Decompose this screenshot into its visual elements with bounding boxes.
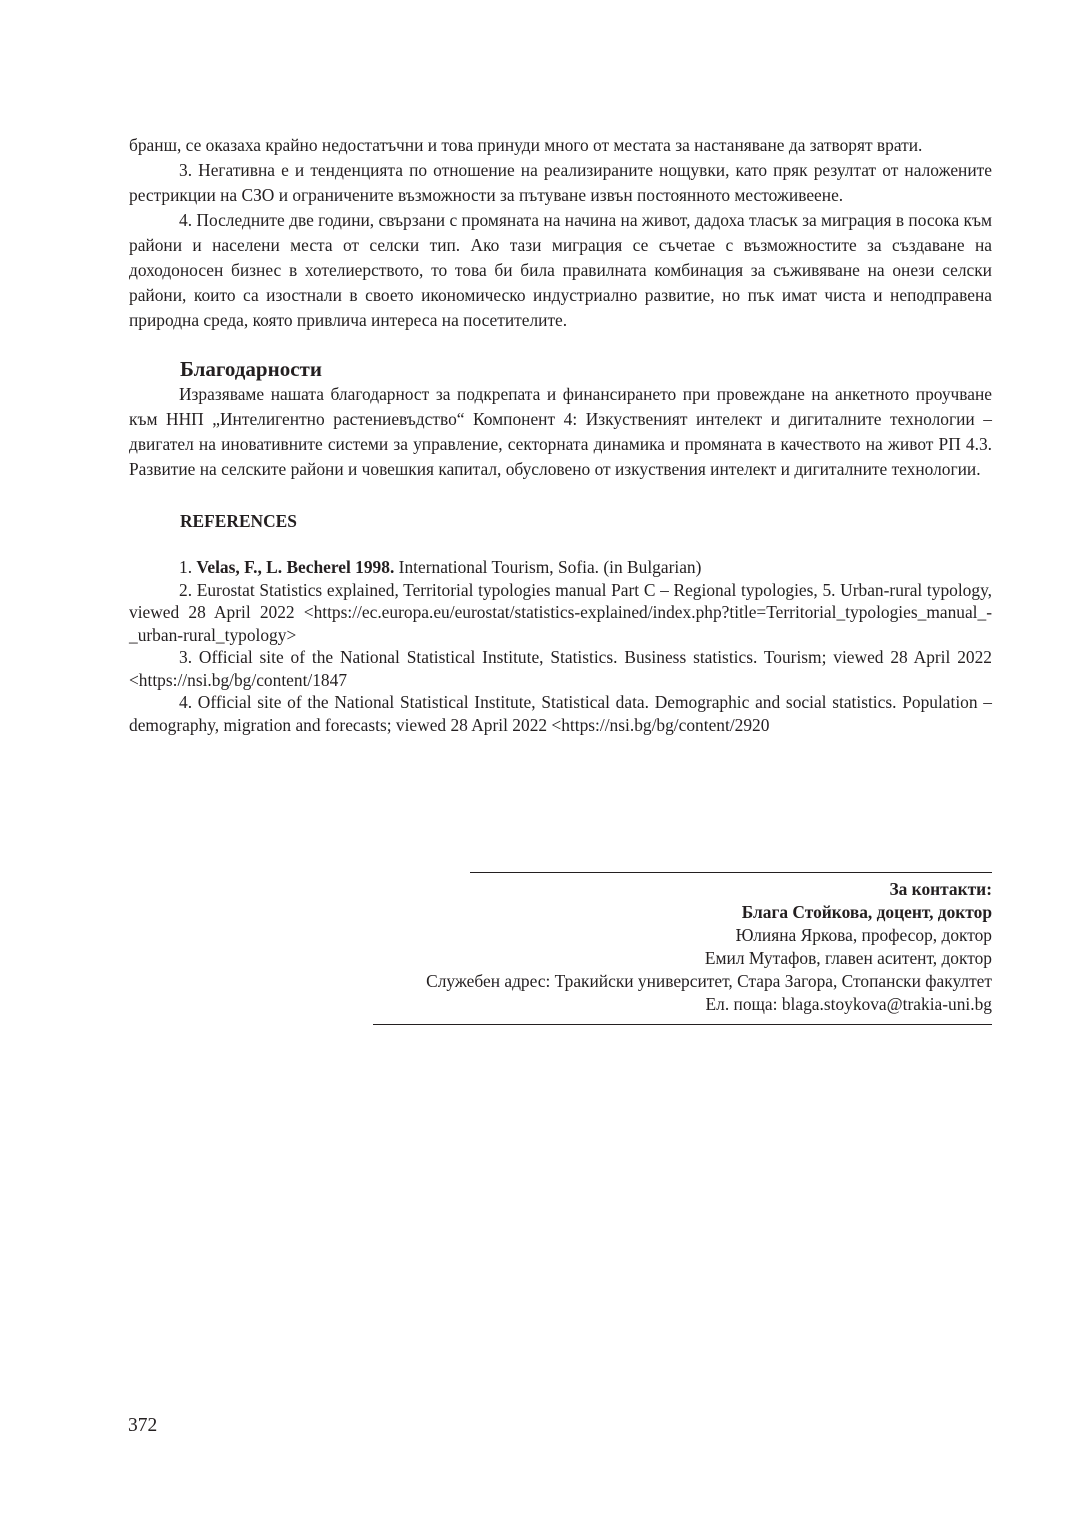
- body-paragraph-3: 3. Негативна е и тенденцията по отношение на реализираните нощувки, като пряк резултат от наложените рестрикции на СЗО и ограничените възможности за пътуване извън постоянното местоживеене.: [129, 160, 992, 205]
- body-paragraph-4: 4. Последните две години, свързани с промяната на начина на живот, дадоха тласък за миграция в посока към райони и населени места от селски тип. Ако тази миграция се съчетае с възможностите за създаване на доходоносен бизнес в хотелиерството, то това би била правилната комбинация за съживяване на онези селски райони, които са изостнали в своето икономическо индустриално развитие, но пък имат чиста и неподправена природна среда, която привлича интереса на посетителите.: [129, 210, 992, 330]
- contact-email: Ел. поща: blaga.stoykova@trakia-uni.bg: [705, 994, 992, 1014]
- references-list: [129, 556, 992, 736]
- contacts-block: [426, 878, 992, 1016]
- reference-item: [129, 556, 992, 579]
- acknowledgements-text: Изразяваме нашата благодарност за подкрепата и финансирането при провеждане на анкетното проучване към ННП „Интелигентно растениевъдство“ Компонент 4: Изкуственият интелект и дигиталните технологии – двигател на иновативните системи за управление, секторната динамика и промяната в качеството на живот РП 4.3. Развитие на селските райони и човешкия капитал, обусловено от изкуствения интелект и дигиталните технологии.: [129, 384, 992, 479]
- contact-author-3: Емил Мутафов, главен аситент, доктор: [704, 948, 992, 968]
- page-number: 372: [128, 1415, 158, 1436]
- contact-address: Служебен адрес: Тракийски университет, Стара Загора, Стопански факултет: [426, 971, 992, 991]
- reference-number: 3.: [179, 647, 193, 667]
- reference-authors: Velas, F., L. Becherel 1998.: [196, 557, 395, 577]
- reference-number: 2.: [179, 579, 193, 600]
- page-content: [129, 133, 992, 736]
- reference-number: 1.: [179, 557, 193, 577]
- reference-text: International Tourism, Sofia. (in Bulgarian): [398, 557, 702, 577]
- reference-item: [129, 691, 992, 736]
- reference-text: Official site of the National Statistical Institute, Statistical data. Demographic and social statistics. Population – demography, migration and forecasts; viewed 28 April 2022 <https://nsi.bg/bg/content/2920: [129, 692, 992, 735]
- reference-number: 4.: [179, 692, 193, 712]
- reference-item: [129, 579, 992, 647]
- contacts-bottom-divider: [373, 1024, 992, 1025]
- body-paragraph-continuation: бранш, се оказаха крайно недостатъчни и това принуди много от местата за настаняване да затворят врати.: [129, 135, 923, 155]
- contacts-top-divider: [470, 872, 992, 873]
- references-heading: REFERENCES: [180, 511, 297, 531]
- reference-text: Eurostat Statistics explained, Territorial typologies manual Part C – Regional typologies, 5. Urban-rural typology, viewed 28 April 2022 <https://ec.europa.eu/eurostat/statistics-explained/index.php?title=Territorial_typologies_manual_-_urban-rural_typology>: [129, 579, 992, 645]
- acknowledgements-heading: Благодарности: [180, 357, 322, 381]
- contacts-heading: За контакти:: [889, 879, 992, 899]
- reference-text: Official site of the National Statistical Institute, Statistics. Business statistics. Tourism; viewed 28 April 2022 <https://nsi.bg/bg/content/1847: [129, 647, 992, 690]
- contact-author-1: Блага Стойкова, доцент, доктор: [741, 902, 992, 922]
- contact-author-2: Юлияна Яркова, професор, доктор: [735, 925, 992, 945]
- reference-item: [129, 646, 992, 691]
